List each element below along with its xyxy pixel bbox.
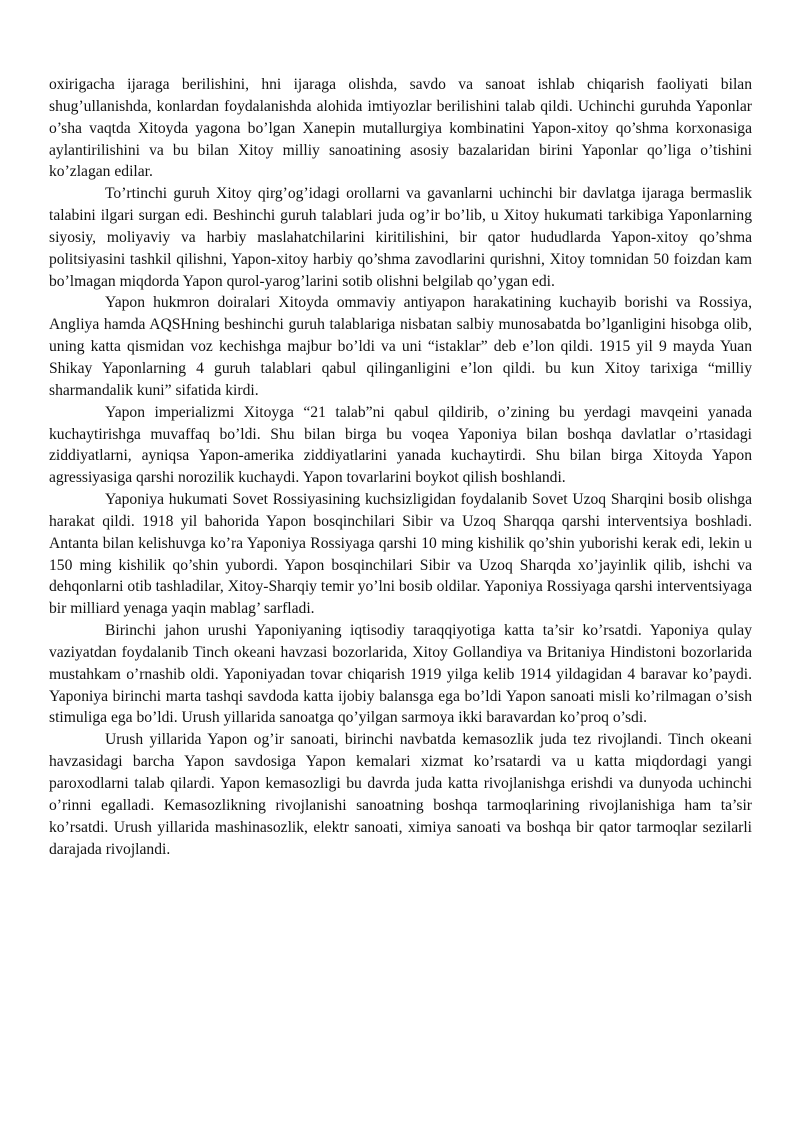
paragraph-fourth-fifth-groups: To’rtinchi guruh Xitoy qirg’og’idagi orollarni va gavanlarni uchinchi bir davlatga ijaraga bermaslik talabini ilgari surgan edi. Beshinchi guruh talablari juda og’ir bo’lib, u Xitoy hukumati tarkibiga Yaponlarning siyosiy, moliyaviy va harbiy maslahatchilarini kiritilishini, bir qator hududlarda Yapon-xitoy qo’shma politsiyasini tashkil qilishni, Yapon-xitoy harbiy qo’shma zavodlarini qurishni, Xitoy tomnidan 50 foizdan kam bo’lmagan miqdorda Yapon qurol-yarog’larini sotib olishni belgilab qo’ygan edi. [49,185,752,290]
paragraph-continuation: oxirigacha ijaraga berilishini, hni ijaraga olishda, savdo va sanoat ishlab chiqarish faoliyati bilan shug’ullanishda, konlardan foydalanishda alohida imtiyozlar berilishini talab qildi. Uchinchi guruhda Yaponlar o’sha vaqtda Xitoyda yagona bo’lgan Xanepin mutallurgiya kombinatini Yapon-xitoy qo’shma korxonasiga aylantirilishini va bu bilan Xitoy milliy sanoatining asosiy bazalaridan birini Yaponlar qo’liga o’tishini ko’zlagan edilar. [49,76,752,181]
paragraph-economic-growth: Birinchi jahon urushi Yaponiyaning iqtisodiy taraqqiyotiga katta ta’sir ko’rsatdi. Yaponiya qulay vaziyatdan foydalanib Tinch okeani havzasi bozorlarida, Xitoy Gollandiya va Britaniya Hindistoni bozorlarida mustahkam o’rnashib oldi. Yaponiyadan tovar chiqarish 1919 yilga kelib 1914 yildagidan 4 baravar ko’paydi. Yaponiya birinchi marta tashqi savdoda katta ijobiy balansga ega bo’ldi Yapon sanoati misli ko’rilmagan o’sish stimuliga ega bo’ldi. Urush yillarida sanoatga qo’yilgan sarmoya ikki baravardan ko’proq o’sdi. [49,622,752,727]
paragraph-heavy-industry: Urush yillarida Yapon og’ir sanoati, birinchi navbatda kemasozlik juda tez rivojlandi. Tinch okeani havzasidagi barcha Yapon savdosiga Yapon kemalari xizmat ko’rsatardi va u katta miqdordagi yangi paroxodlarni talab qilardi. Yapon kemasozligi bu davrda juda katta rivojlanishga erishdi va dunyoda uchinchi o’rinni egalladi. Kemasozlikning rivojlanishi sanoatning boshqa tarmoqlarining rivojlanishiga ham ta’sir ko’rsatdi. Urush yillarida mashinasozlik, elektr sanoati, ximiya sanoati va boshqa bir qator tarmoqlar sezilarli darajada rivojlandi. [49,731,752,858]
paragraph-wishes-declaration: Yapon hukmron doiralari Xitoyda ommaviy antiyapon harakatining kuchayib borishi va Rossiya, Angliya hamda AQSHning beshinchi guruh talablariga nisbatan salbiy munosabatda bo’lganligini hisobga olib, uning katta qismidan voz kechishga majbur bo’ldi va uni “istaklar” deb e’lon qildi. 1915 yil 9 mayda Yuan Shikay Yaponlarning 4 guruh talablari qabul qilinganligini e’lon qildi. bu kun Xitoy tarixiga “milliy sharmandalik kuni” sifatida kirdi. [49,294,752,399]
paragraph-21-demands: Yapon imperializmi Xitoyga “21 talab”ni qabul qildirib, o’zining bu yerdagi mavqeini yanada kuchaytirishga muvaffaq bo’ldi. Shu bilan birga bu voqea Yaponiya bilan boshqa davlatlar o’rtasidagi ziddiyatlarni, ayniqsa Yapon-amerika ziddiyatlarini yanada kuchaytirdi. Shu bilan birga Xitoyda Yapon agressiyasiga qarshi norozilik kuchaydi. Yapon tovarlarini boykot qilish boshlandi. [49,403,752,487]
paragraph-soviet-intervention: Yaponiya hukumati Sovet Rossiyasining kuchsizligidan foydalanib Sovet Uzoq Sharqini bosib olishga harakat qildi. 1918 yil bahorida Yapon bosqinchilari Sibir va Uzoq Sharqqa qarshi interventsiya boshladi. Antanta bilan kelishuvga ko’ra Yaponiya Rossiyaga qarshi 10 ming kishilik qo’shin yuborishi kerak edi, lekin u 150 ming kishilik qo’shin yubordi. Yapon bosqinchilari Sibir va Uzoq Sharqda xo’jayinlik qilib, ishchi va dehqonlarni otib tashladilar, Xitoy-Sharqiy temir yo’lni bosib oldilar. Yaponiya Rossiyaga qarshi interventsiyaga bir milliard yenaga yaqin mablag’ sarfladi. [49,491,752,618]
document-page [49,74,752,860]
